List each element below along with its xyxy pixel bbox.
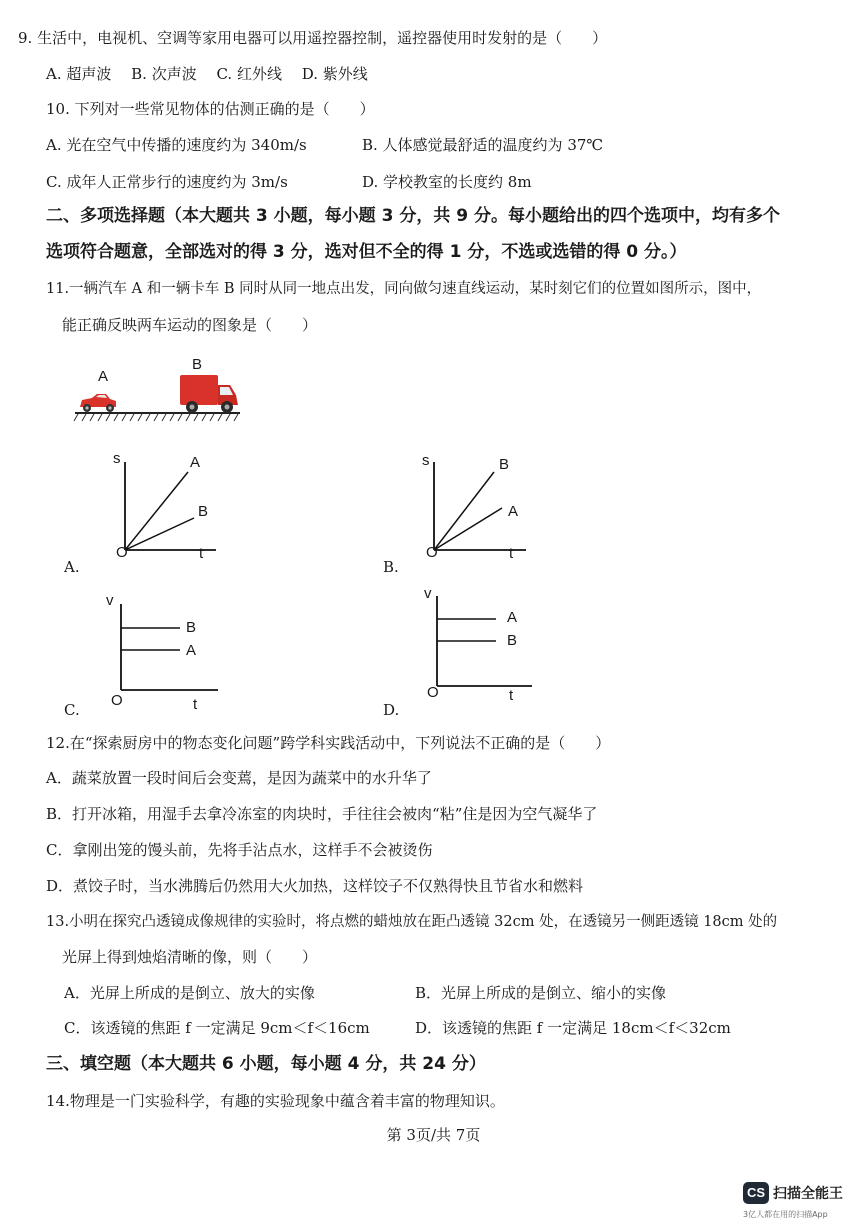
graph-a-x-label: t [199,545,204,562]
q11-stem-line2: 能正确反映两车运动的图象是（ ） [62,316,318,334]
q13-option-c: C．该透镜的焦距 f 一定满足 9cm＜f＜16cm [64,1019,370,1037]
graph-b-upper-line-label: B [499,456,510,473]
graph-d-origin: O [427,684,439,701]
q10-option-b: B. 人体感觉最舒适的温度约为 37℃ [362,136,604,154]
watermark-tagline: 3亿人都在用的扫描App [743,1210,828,1219]
section2-heading-line1: 二、多项选择题（本大题共 3 小题，每小题 3 分，共 9 分。每小题给出的四个选项中，均有多个 [46,206,780,226]
cs-logo-icon: CS [743,1182,769,1204]
graph-b-lower-line-label: A [508,503,519,520]
truck-b-label: B [192,356,203,373]
graph-d-lower-line-label: B [507,632,518,649]
graph-d-option-label: D. [383,701,400,719]
graph-b-x-label: t [509,545,514,562]
q13-option-a: A．光屏上所成的是倒立、放大的实像 [64,984,315,1002]
q13-stem-line1: 13.小明在探究凸透镜成像规律的实验时，将点燃的蜡烛放在距凸透镜 32cm 处，在透镜另一侧距透镜 18cm 处的 [46,914,778,930]
graph-b-origin: O [426,544,438,561]
section3-heading: 三、填空题（本大题共 6 小题，每小题 4 分，共 24 分） [46,1054,486,1074]
section2-heading-line2: 选项符合题意，全部选对的得 3 分，选对但不全的得 1 分，不选或选错的得 0 分。） [46,242,687,262]
q13-option-b: B．光屏上所成的是倒立、缩小的实像 [415,984,667,1002]
graph-a-origin: O [116,544,128,561]
q11-stem-line1: 11.一辆汽车 A 和一辆卡车 B 同时从同一地点出发，同向做匀速直线运动，某时刻它们的位置如图所示，图中， [46,281,762,297]
truck-b-icon [180,375,238,413]
graph-c-y-label: v [106,592,114,609]
graph-a-option-label: A. [64,558,80,576]
scanner-watermark [743,1178,853,1222]
graph-a-lower-line-label: B [198,503,209,520]
graph-c-origin: O [111,692,123,709]
q10-option-a: A. 光在空气中传播的速度约为 340m/s [46,136,307,154]
graph-a-upper-line-label: A [190,454,201,471]
q12-option-d: D．煮饺子时，当水沸腾后仍然用大火加热，这样饺子不仅熟得快且节省水和燃料 [46,877,584,895]
q12-option-c: C．拿刚出笼的馒头前，先将手沾点水，这样手不会被烫伤 [46,841,433,859]
graph-a-y-label: s [113,450,121,467]
q12-option-b: B．打开冰箱，用湿手去拿冷冻室的肉块时，手往往会被肉“粘”住是因为空气凝华了 [46,805,598,823]
q9-stem: 9. 生活中，电视机、空调等家用电器可以用遥控器控制，遥控器使用时发射的是（ ） [18,29,608,47]
car-a-label: A [98,368,109,385]
page-number-footer: 第 3页/共 7页 [386,1126,481,1144]
graph-d-y-label: v [424,585,432,602]
graph-c-x-label: t [193,696,198,713]
graph-b-option-label: B. [383,558,399,576]
graph-c-lower-line-label: A [186,642,197,659]
q13-stem-line2: 光屏上得到烛焰清晰的像，则（ ） [62,948,318,966]
q10-stem: 10. 下列对一些常见物体的估测正确的是（ ） [46,100,375,118]
car-truck-figure [70,355,245,427]
graph-c-upper-line-label: B [186,619,197,636]
graph-d-upper-line-label: A [507,609,518,626]
q10-option-c: C. 成年人正常步行的速度约为 3m/s [46,173,288,191]
q12-stem: 12.在“探索厨房中的物态变化问题”跨学科实践活动中，下列说法不正确的是（ ） [46,734,611,752]
graph-d-x-label: t [509,687,514,704]
q9-options: A. 超声波 B. 次声波 C. 红外线 D. 紫外线 [46,65,368,83]
graph-c-option-label: C. [64,701,80,719]
graph-b-y-label: s [422,452,430,469]
graph-d-vt [414,588,544,693]
q13-option-d: D．该透镜的焦距 f 一定满足 18cm＜f＜32cm [415,1019,731,1037]
q10-option-d: D. 学校教室的长度约 8m [362,173,532,191]
q12-option-a: A．蔬菜放置一段时间后会变蔫，是因为蔬菜中的水升华了 [46,769,432,787]
graph-c-vt [100,592,230,697]
watermark-app-name: 扫描全能王 [773,1186,843,1202]
q14-stem: 14.物理是一门实验科学，有趣的实验现象中蕴含着丰富的物理知识。 [46,1092,505,1110]
car-a-icon [80,394,116,412]
